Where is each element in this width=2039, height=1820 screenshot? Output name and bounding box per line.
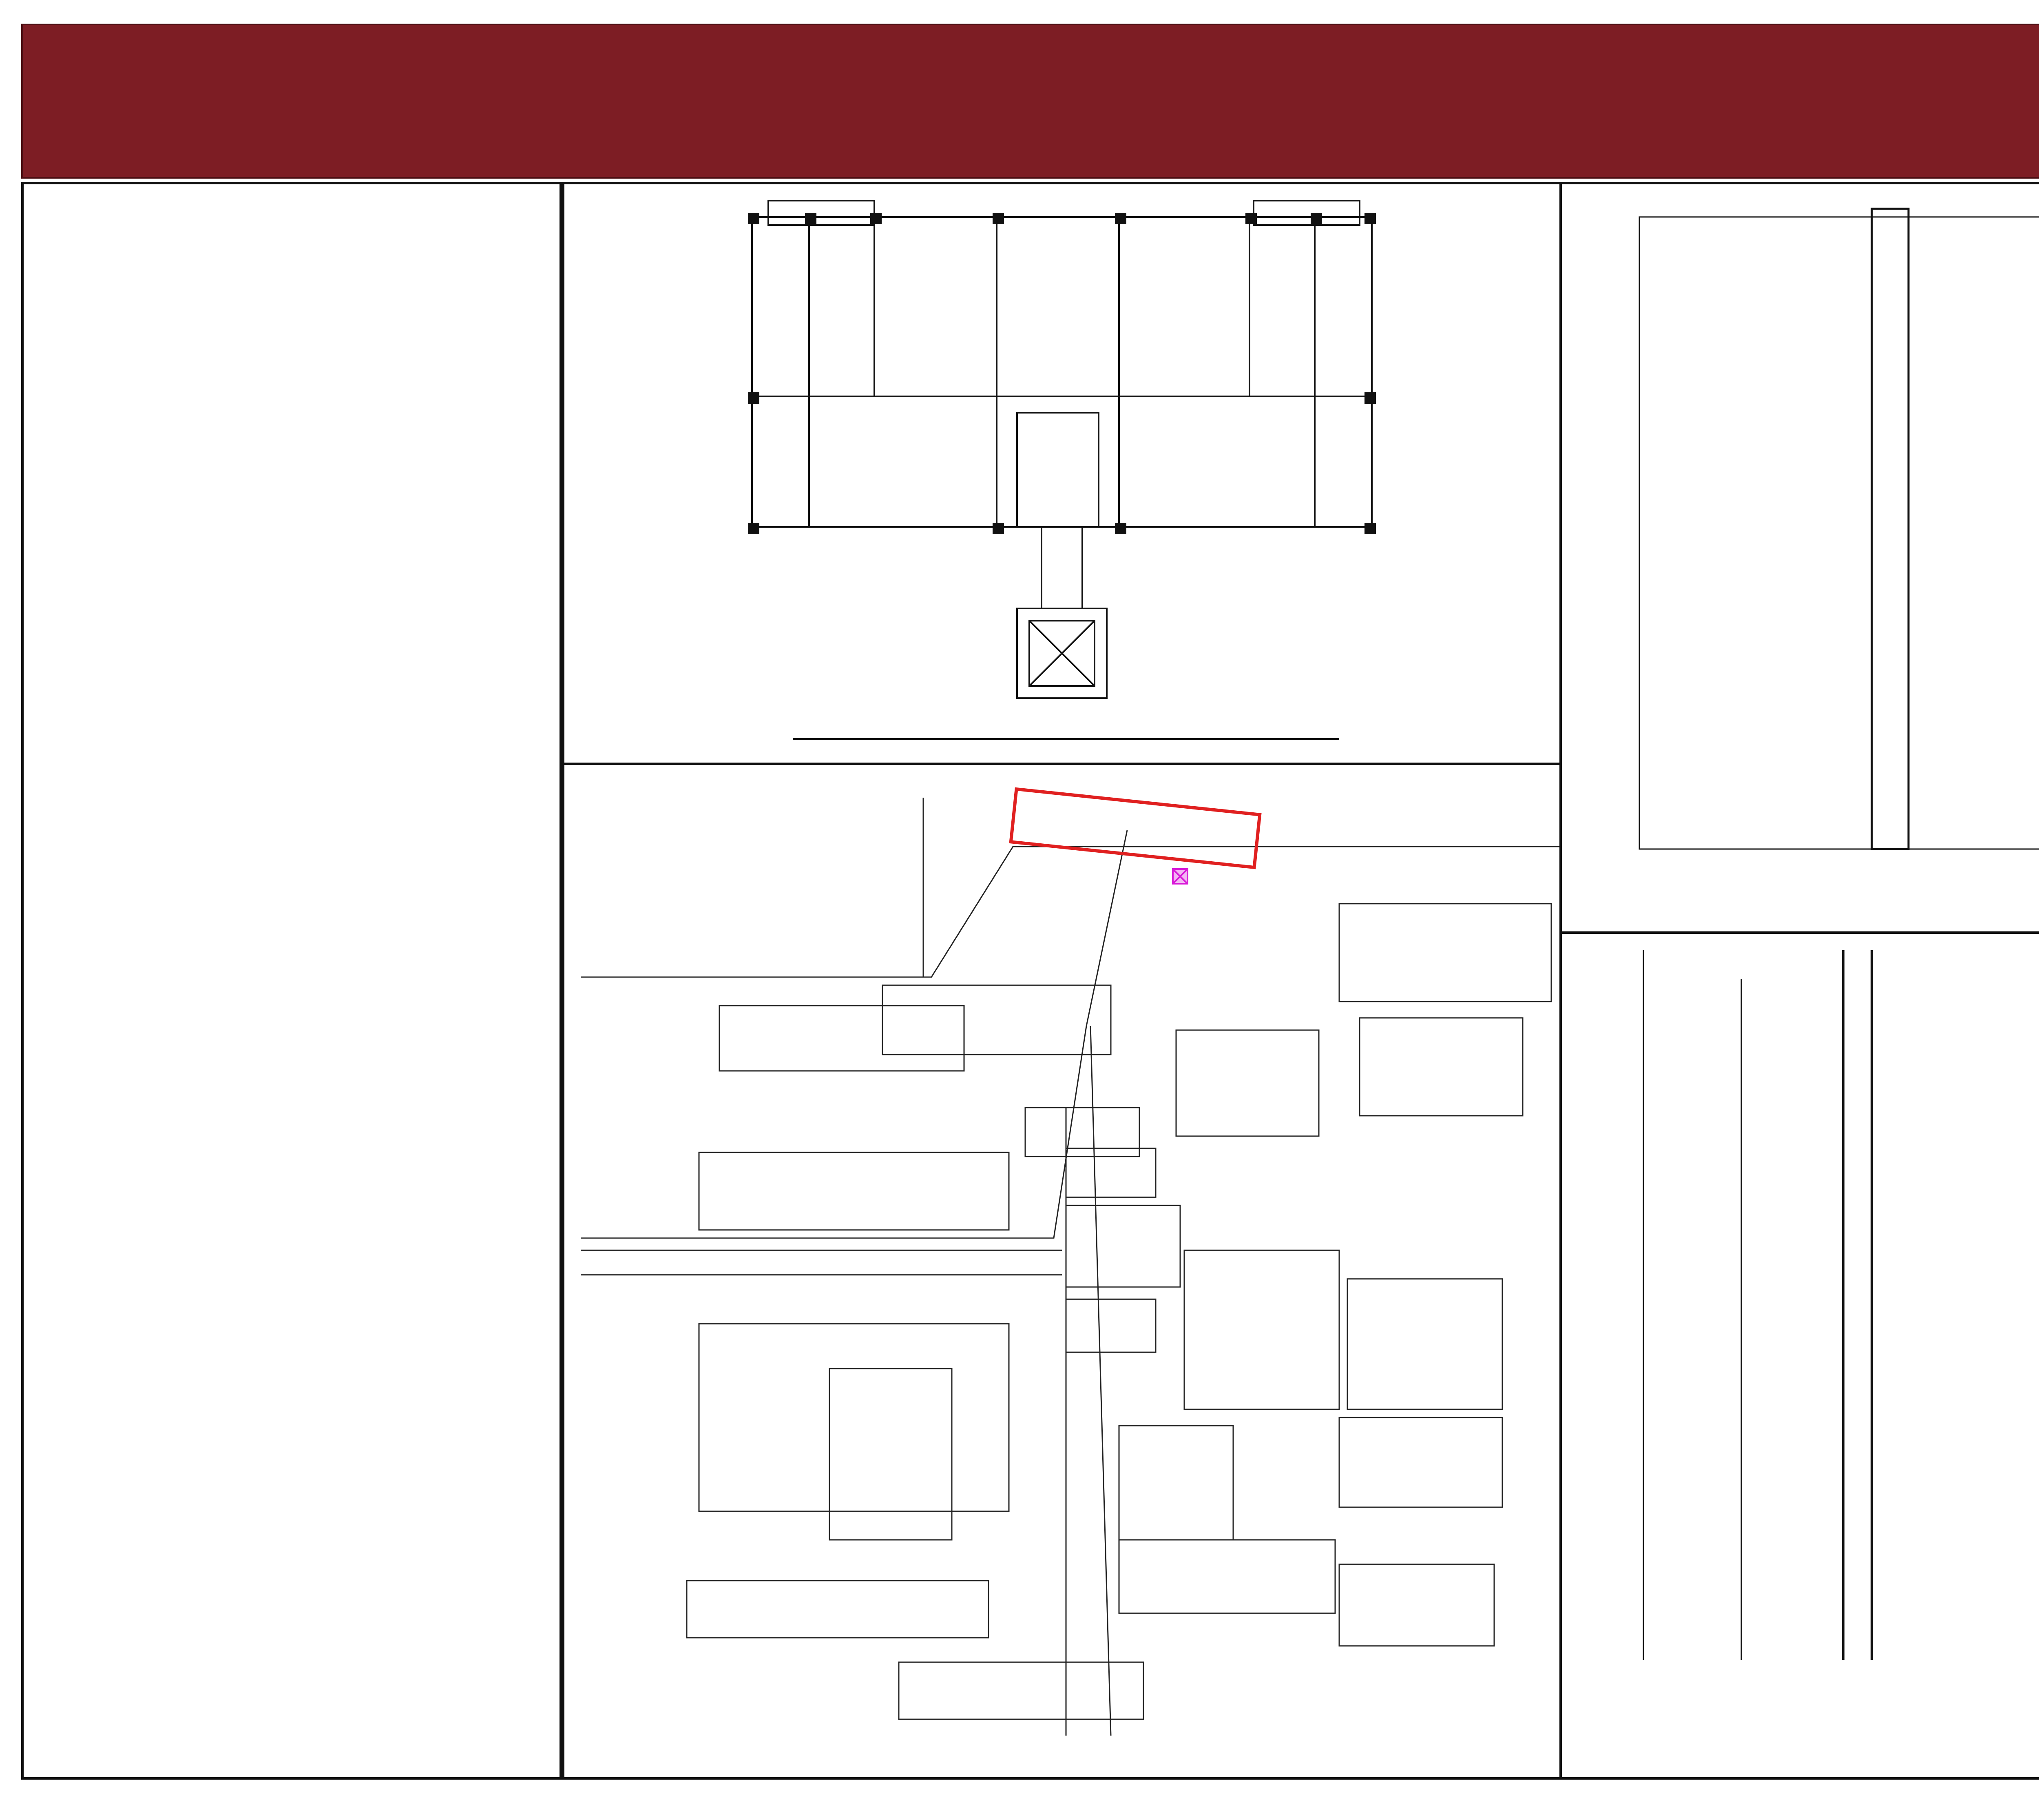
detail-floorplan <box>564 184 1559 763</box>
page-title-bar <box>21 24 2039 179</box>
elevation-panel <box>1559 182 2039 934</box>
elevation-drawing <box>1562 184 2039 861</box>
site-plan <box>564 765 1559 1736</box>
notice-panel <box>21 182 562 1780</box>
site-plan-panel <box>562 763 1562 1780</box>
section-panel <box>1559 931 2039 1780</box>
detail-drawing-panel <box>562 182 1562 765</box>
floorplan-outline <box>752 217 1372 527</box>
explanation-block <box>36 1069 551 1076</box>
balcony-right <box>1254 201 1360 225</box>
balcony-left <box>768 201 874 225</box>
new-elevator-building <box>1011 789 1260 867</box>
section-drawing <box>1562 934 2039 1676</box>
